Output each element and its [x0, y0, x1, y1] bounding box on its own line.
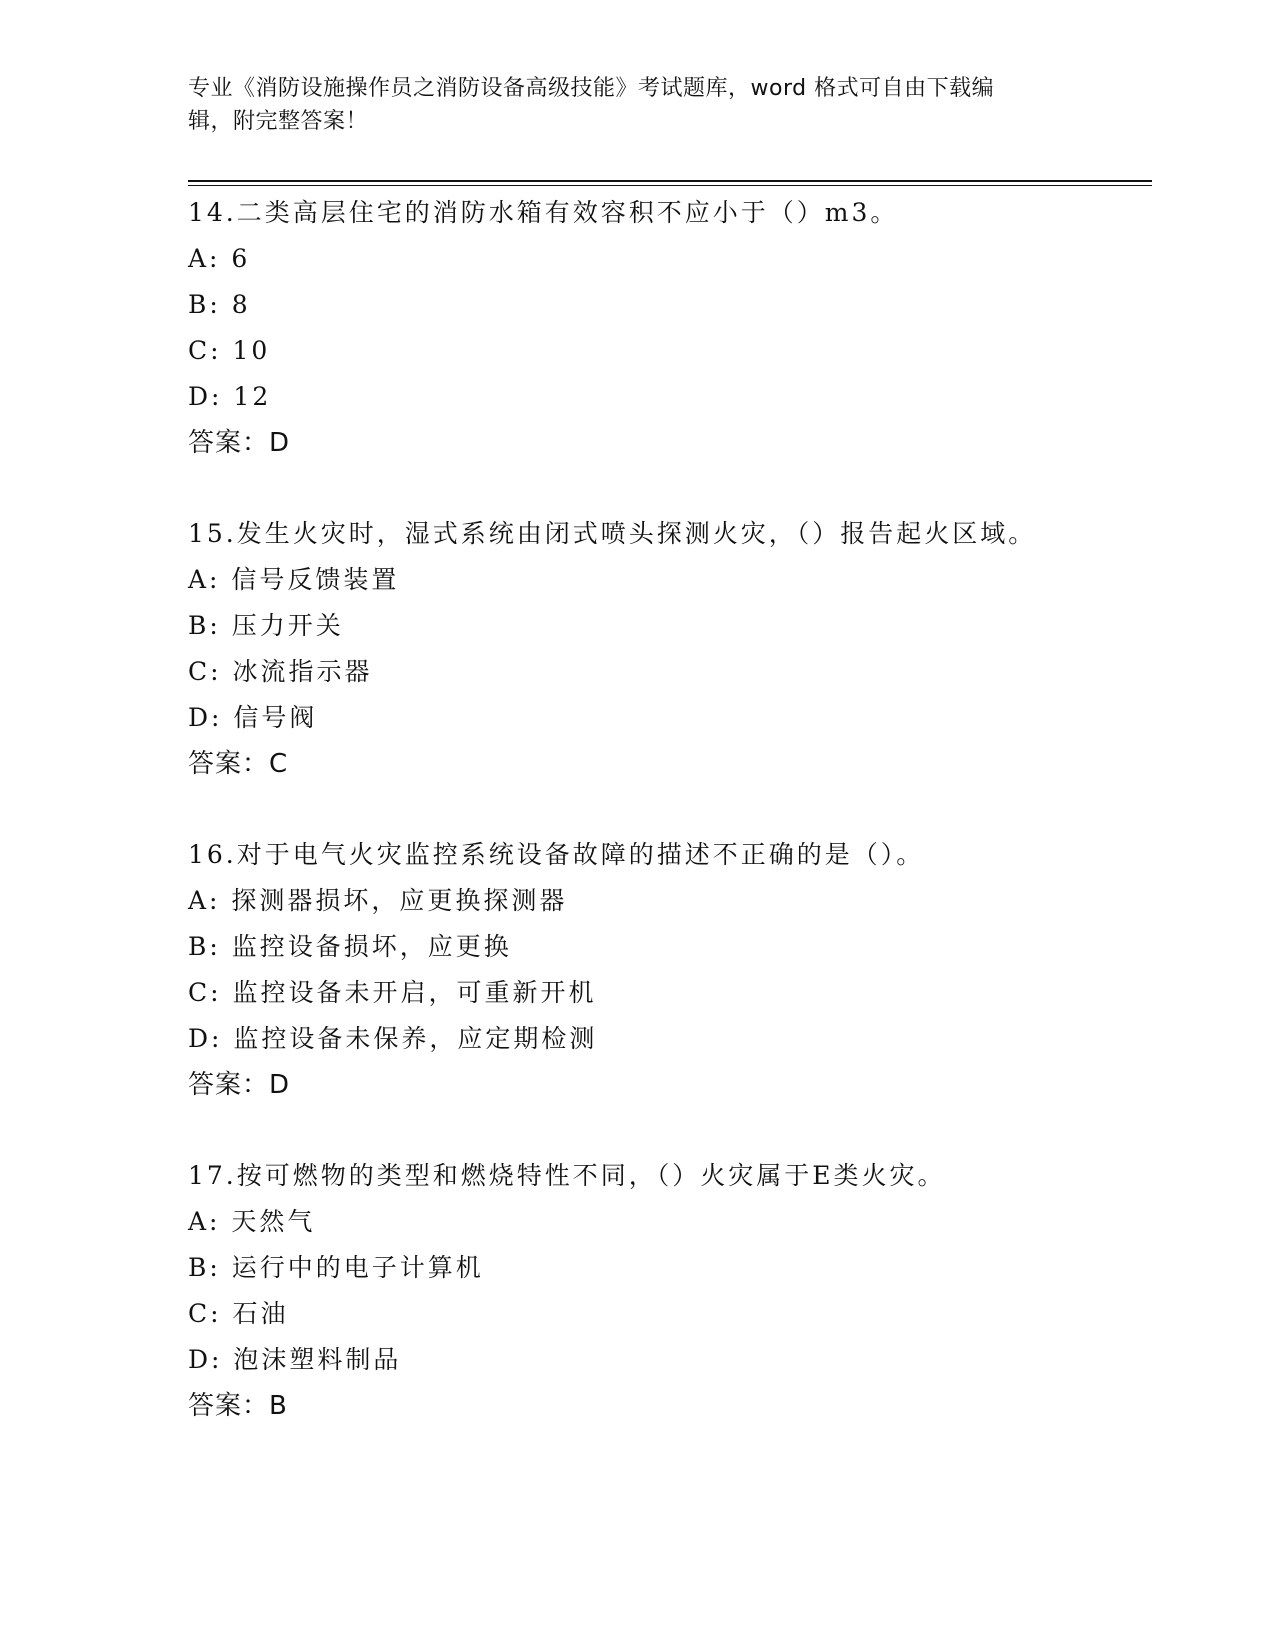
- option-a: A: 天然气: [188, 1207, 316, 1236]
- option-c: C: 冰流指示器: [188, 657, 373, 686]
- header-line-1: 专业《消防设施操作员之消防设备高级技能》考试题库，word 格式可自由下载编: [188, 76, 995, 101]
- question-stem: 15.发生火灾时，湿式系统由闭式喷头探测火灾，（）报告起火区域。: [188, 519, 1037, 548]
- question-block: [188, 511, 1148, 787]
- question-block: [188, 832, 1148, 1108]
- header-divider-bottom: [188, 185, 1152, 186]
- option-c: C: 10: [188, 336, 271, 365]
- header-divider-top: [188, 180, 1152, 182]
- option-d: D: 信号阀: [188, 703, 318, 732]
- option-b: B: 监控设备损坏，应更换: [188, 932, 512, 961]
- option-d: D: 监控设备未保养，应定期检测: [188, 1024, 598, 1053]
- answer-line: 答案：B: [188, 1391, 288, 1421]
- answer-line: 答案：D: [188, 428, 291, 458]
- question-block: [188, 1153, 1148, 1429]
- question-stem: 16.对于电气火灾监控系统设备故障的描述不正确的是（）。: [188, 840, 925, 869]
- option-b: B: 压力开关: [188, 611, 344, 640]
- option-d: D: 泡沫塑料制品: [188, 1345, 402, 1374]
- question-stem: 14.二类高层住宅的消防水箱有效容积不应小于（）m3。: [188, 198, 899, 227]
- question-list: [188, 190, 1148, 1474]
- option-c: C: 石油: [188, 1299, 289, 1328]
- option-b: B: 运行中的电子计算机: [188, 1253, 484, 1282]
- document-header: [188, 72, 1088, 138]
- option-a: A: 探测器损坏，应更换探测器: [188, 886, 568, 915]
- option-a: A: 信号反馈装置: [188, 565, 400, 594]
- question-block: [188, 190, 1148, 466]
- answer-line: 答案：D: [188, 1070, 291, 1100]
- header-line-2: 辑，附完整答案！: [188, 109, 369, 134]
- answer-line: 答案：C: [188, 749, 289, 779]
- option-d: D: 12: [188, 382, 272, 411]
- option-a: A: 6: [188, 244, 251, 273]
- question-stem: 17.按可燃物的类型和燃烧特性不同，（）火灾属于E类火灾。: [188, 1161, 946, 1190]
- option-c: C: 监控设备未开启，可重新开机: [188, 978, 597, 1007]
- option-b: B: 8: [188, 290, 251, 319]
